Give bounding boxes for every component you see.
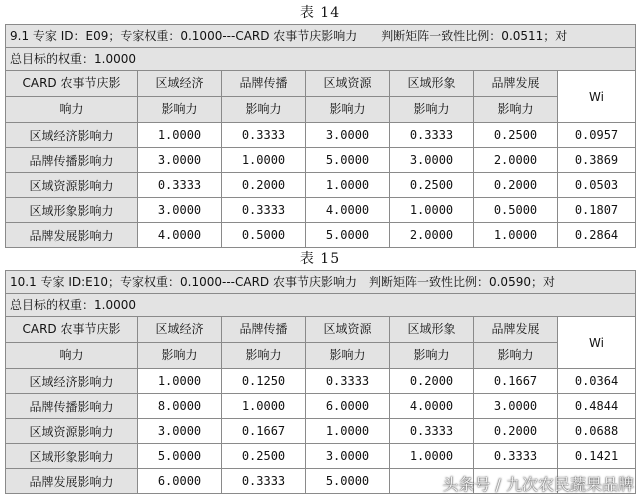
col-header-line-1: 区域经济 — [138, 71, 222, 97]
corner-header-line-1: CARD 农事节庆影 — [6, 317, 138, 343]
matrix-cell: 0.2500 — [390, 173, 474, 198]
table-14 — [5, 24, 636, 248]
col-header-line-2: 影响力 — [474, 97, 558, 123]
table-row — [6, 223, 636, 248]
row-label: 区域资源影响力 — [6, 173, 138, 198]
table-row — [6, 148, 636, 173]
matrix-cell: 1.0000 — [306, 419, 390, 444]
matrix-cell: 0.1667 — [222, 419, 306, 444]
col-header-line-1: 区域形象 — [390, 71, 474, 97]
col-header-line-2: 影响力 — [138, 343, 222, 369]
matrix-cell: 1.0000 — [138, 369, 222, 394]
matrix-cell: 1.0000 — [138, 123, 222, 148]
matrix-cell: 0.5000 — [222, 223, 306, 248]
row-label: 品牌发展影响力 — [6, 469, 138, 494]
matrix-cell: 3.0000 — [138, 419, 222, 444]
matrix-cell: 5.0000 — [306, 148, 390, 173]
matrix-cell: 1.0000 — [390, 198, 474, 223]
table-15-info-line-2: 总目标的权重：1.0000 — [6, 294, 636, 317]
col-header-line-1: 品牌传播 — [222, 71, 306, 97]
wi-cell: 0.2864 — [558, 223, 636, 248]
col-header-line-1: 区域经济 — [138, 317, 222, 343]
matrix-cell: 1.0000 — [306, 173, 390, 198]
wi-cell: 0.0688 — [558, 419, 636, 444]
matrix-cell: 4.0000 — [306, 198, 390, 223]
matrix-cell: 5.0000 — [306, 223, 390, 248]
row-label: 品牌传播影响力 — [6, 394, 138, 419]
matrix-cell: 6.0000 — [306, 394, 390, 419]
matrix-cell: 2.0000 — [474, 148, 558, 173]
matrix-cell: 0.1250 — [222, 369, 306, 394]
watermark: 头条号 / 九次农民蔬果品牌 — [442, 475, 634, 494]
wi-cell: 0.1807 — [558, 198, 636, 223]
table-row — [6, 198, 636, 223]
table-15-header-row-1 — [6, 317, 636, 343]
corner-header-line-2: 响力 — [6, 343, 138, 369]
matrix-cell: 1.0000 — [474, 223, 558, 248]
table-15 — [5, 270, 636, 494]
matrix-cell: 0.2000 — [390, 369, 474, 394]
row-label: 区域资源影响力 — [6, 419, 138, 444]
matrix-cell: 0.3333 — [138, 173, 222, 198]
table-row — [6, 444, 636, 469]
table-14-info-row-1 — [6, 25, 636, 48]
wi-cell: 0.0364 — [558, 369, 636, 394]
matrix-cell: 0.3333 — [222, 469, 306, 494]
col-header-line-2: 影响力 — [474, 343, 558, 369]
col-header-line-1: 区域形象 — [390, 317, 474, 343]
matrix-cell: 0.5000 — [474, 198, 558, 223]
matrix-cell: 0.3333 — [390, 419, 474, 444]
matrix-cell: 0.3333 — [474, 444, 558, 469]
matrix-cell: 5.0000 — [138, 444, 222, 469]
row-label: 品牌传播影响力 — [6, 148, 138, 173]
table-14-info-line-1: 9.1 专家 ID：E09；专家权重：0.1000---CARD 农事节庆影响力 判断矩阵一致性比例：0.0511；对 — [6, 25, 636, 48]
matrix-cell: 0.2000 — [222, 173, 306, 198]
matrix-cell: 3.0000 — [306, 444, 390, 469]
matrix-cell: 1.0000 — [222, 148, 306, 173]
table-14-info-row-2 — [6, 48, 636, 71]
row-label: 区域经济影响力 — [6, 123, 138, 148]
table-row — [6, 419, 636, 444]
matrix-cell: 3.0000 — [138, 148, 222, 173]
wi-cell: 0.3869 — [558, 148, 636, 173]
col-header-line-2: 影响力 — [222, 343, 306, 369]
wi-cell: 0.0957 — [558, 123, 636, 148]
matrix-cell: 2.0000 — [390, 223, 474, 248]
matrix-cell: 0.3333 — [222, 198, 306, 223]
col-header-line-2: 影响力 — [390, 343, 474, 369]
matrix-cell: 0.2500 — [474, 123, 558, 148]
matrix-cell: 1.0000 — [390, 444, 474, 469]
col-header-line-2: 影响力 — [306, 343, 390, 369]
wi-cell: 0.0503 — [558, 173, 636, 198]
matrix-cell: 5.0000 — [306, 469, 390, 494]
row-label: 品牌发展影响力 — [6, 223, 138, 248]
wi-cell: 0.1421 — [558, 444, 636, 469]
wi-header: Wi — [558, 71, 636, 123]
matrix-cell: 4.0000 — [138, 223, 222, 248]
row-label: 区域形象影响力 — [6, 198, 138, 223]
matrix-cell: 3.0000 — [138, 198, 222, 223]
table-15-info-line-1: 10.1 专家 ID:E10；专家权重：0.1000---CARD 农事节庆影响力 判断矩阵一致性比例：0.0590；对 — [6, 271, 636, 294]
table-15-info-row-2 — [6, 294, 636, 317]
table-14-header-row-1 — [6, 71, 636, 97]
matrix-cell: 3.0000 — [306, 123, 390, 148]
table-15-caption: 表 15 — [299, 251, 341, 267]
table-row — [6, 123, 636, 148]
table-14-header-row-2 — [6, 97, 636, 123]
matrix-cell: 3.0000 — [474, 394, 558, 419]
table-row — [6, 369, 636, 394]
col-header-line-2: 影响力 — [138, 97, 222, 123]
matrix-cell: 0.3333 — [390, 123, 474, 148]
matrix-cell: 0.1667 — [474, 369, 558, 394]
matrix-cell: 0.3333 — [222, 123, 306, 148]
matrix-cell: 3.0000 — [390, 148, 474, 173]
col-header-line-1: 品牌发展 — [474, 317, 558, 343]
matrix-cell: 1.0000 — [222, 394, 306, 419]
col-header-line-2: 影响力 — [390, 97, 474, 123]
matrix-cell: 0.3333 — [306, 369, 390, 394]
table-14-caption: 表 14 — [299, 5, 341, 21]
col-header-line-1: 区域资源 — [306, 317, 390, 343]
matrix-cell: 6.0000 — [138, 469, 222, 494]
table-row — [6, 394, 636, 419]
matrix-cell: 4.0000 — [390, 394, 474, 419]
matrix-cell: 0.2000 — [474, 419, 558, 444]
table-14-info-line-2: 总目标的权重：1.0000 — [6, 48, 636, 71]
corner-header-line-2: 响力 — [6, 97, 138, 123]
row-label: 区域经济影响力 — [6, 369, 138, 394]
matrix-cell: 0.2500 — [222, 444, 306, 469]
wi-header: Wi — [558, 317, 636, 369]
col-header-line-1: 品牌传播 — [222, 317, 306, 343]
col-header-line-2: 影响力 — [306, 97, 390, 123]
table-row — [6, 173, 636, 198]
matrix-cell: 8.0000 — [138, 394, 222, 419]
col-header-line-1: 品牌发展 — [474, 71, 558, 97]
table-15-info-row-1 — [6, 271, 636, 294]
wi-cell: 0.4844 — [558, 394, 636, 419]
matrix-cell: 0.2000 — [474, 173, 558, 198]
table-15-header-row-2 — [6, 343, 636, 369]
corner-header-line-1: CARD 农事节庆影 — [6, 71, 138, 97]
col-header-line-1: 区域资源 — [306, 71, 390, 97]
row-label: 区域形象影响力 — [6, 444, 138, 469]
col-header-line-2: 影响力 — [222, 97, 306, 123]
